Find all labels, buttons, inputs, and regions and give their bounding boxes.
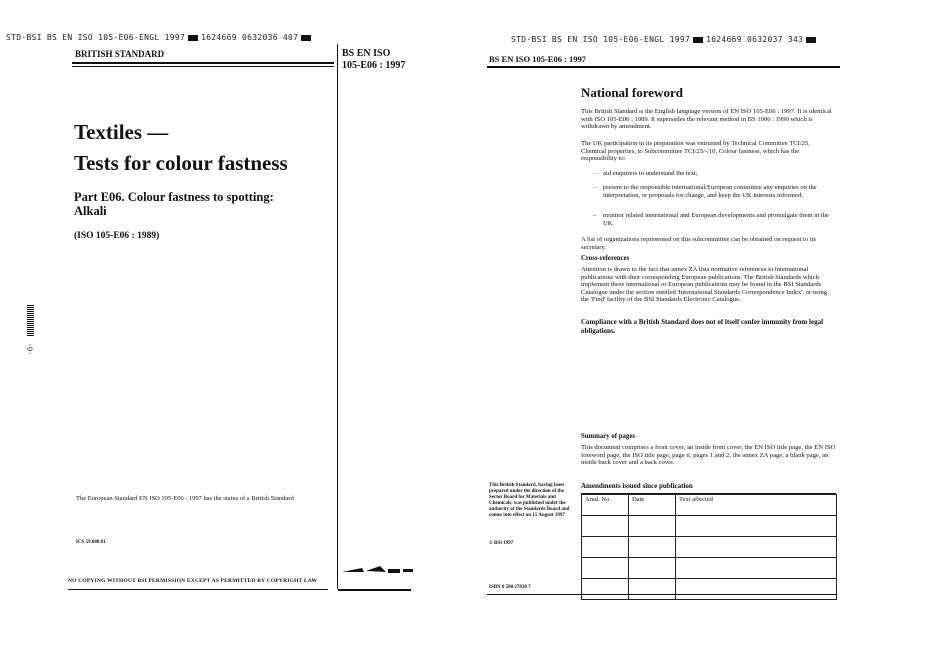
right-standard-ref: BS EN ISO 105-E06 : 1997 xyxy=(489,54,587,64)
copyright-notice: NO COPYING WITHOUT BSI PERMISSION EXCEPT AS PERMITTED BY COPYRIGHT LAW xyxy=(68,578,318,584)
foreword-heading: National foreword xyxy=(581,85,683,100)
doc-part: Part E06. Colour fastness to spotting: Alkali xyxy=(74,190,274,218)
right-scan-header: STD·BSI BS EN ISO 105-E06-ENGL 1997 1624669 0632037 343 xyxy=(511,35,819,44)
brand-label: BRITISH STANDARD xyxy=(75,49,165,59)
side-mark: ·G· xyxy=(26,342,35,356)
foreword-para-2: The UK participation in its preparation was entrusted by Technical Committee TCI/25, Chemical properties, to Subcommittee TCI/25/-/10, Colour fastness, which has the responsibility to: xyxy=(581,140,810,163)
header-rule-thin xyxy=(72,66,334,67)
bsi-logo-mark xyxy=(340,562,415,576)
isbn: ISBN 0 580 27838 7 xyxy=(489,585,531,590)
scan-block-mark xyxy=(188,35,198,41)
left-scan-header: STD·BSI BS EN ISO 105-E06-ENGL 1997 1624669 0632036 407 xyxy=(6,33,314,42)
iso-ref: (ISO 105-E06 : 1989) xyxy=(74,231,160,241)
publication-sidenote: This British Standard, having been prepared under the direction of the Sector Board for Materials and Chemicals, was published under the authority of the Standards Board and comes into effect on 15 August 1997 xyxy=(489,483,570,518)
scan-block-mark xyxy=(301,35,311,41)
bullet-item-2: present to the responsible international/European committee any enquiries on the interpretation, or proposals for change, and keep the UK interests informed; xyxy=(603,184,817,199)
bsi-copyright: © BSI 1997 xyxy=(489,541,514,546)
doc-title-line1: Textiles — xyxy=(74,120,169,144)
scan-block-mark xyxy=(806,37,816,43)
table-row xyxy=(582,516,837,537)
foreword-para-1: This British Standard is the English language version of EN ISO 105-E06 : 1997. It is identical with ISO 105-E06 : 1989. It supersedes the relevant method in BS 1006 : 1990 which is withdrawn by amendment. xyxy=(581,108,832,131)
col-header: Amd. No. xyxy=(582,495,629,516)
right-header-rule xyxy=(487,66,840,68)
footer-rule xyxy=(68,589,328,590)
bullet-dash: – xyxy=(593,212,597,219)
table-row xyxy=(582,558,837,579)
standard-ref: BS EN ISO 105-E06 : 1997 xyxy=(342,48,406,71)
col-header: Text affected xyxy=(676,495,837,516)
logo-rule xyxy=(338,589,411,591)
doc-title-line2: Tests for colour fastness xyxy=(74,151,288,175)
crossref-heading: Cross-references xyxy=(581,255,630,262)
table-row xyxy=(582,537,837,558)
bullet-dash: – xyxy=(593,184,597,191)
compliance-note: Compliance with a British Standard does not of itself confer immunity from legal obligations. xyxy=(581,318,824,335)
bullet-item-1: aid enquirers to understand the text; xyxy=(603,170,698,177)
amendments-table xyxy=(581,494,837,600)
right-footer-rule xyxy=(487,594,837,595)
page-divider xyxy=(337,44,338,589)
foreword-para-4: Attention is drawn to the fact that annex ZA lists normative references to international publications with their corresponding European publications. The British Standards which implement these international or European publications may be found in the BSI Standards Catalogue under the section entitled 'International Standards Correspondence Index', or using the 'Find' facility of the BSI Standards Electronic Catalogue. xyxy=(581,266,828,304)
ics-code: ICS 59.080.01 xyxy=(76,540,106,545)
table-row xyxy=(582,579,837,600)
table-header-row xyxy=(582,495,837,516)
amendments-heading: Amendments issued since publication xyxy=(581,482,693,490)
summary-text: This document comprises a front cover, an inside front cover, the EN ISO title page, the EN ISO foreword page, the ISO title page, page ii, pages 1 and 2, the annex ZA page, a blank page, an inside back cover and a back cover. xyxy=(581,444,836,467)
scan-block-mark xyxy=(693,37,703,43)
summary-heading: Summary of pages xyxy=(581,433,635,440)
col-header: Date xyxy=(629,495,676,516)
bullet-dash: – xyxy=(593,170,597,177)
header-rule xyxy=(72,62,334,64)
barcode-mark xyxy=(27,305,34,337)
status-note: The European Standard EN ISO 105-E06 : 1997 has the status of a British Standard xyxy=(76,495,294,502)
bullet-item-3: monitor related international and European developments and promulgate them in the UK. xyxy=(603,212,829,227)
foreword-para-3: A list of organizations represented on this subcommittee can be obtained on request to its secretary. xyxy=(581,236,817,251)
